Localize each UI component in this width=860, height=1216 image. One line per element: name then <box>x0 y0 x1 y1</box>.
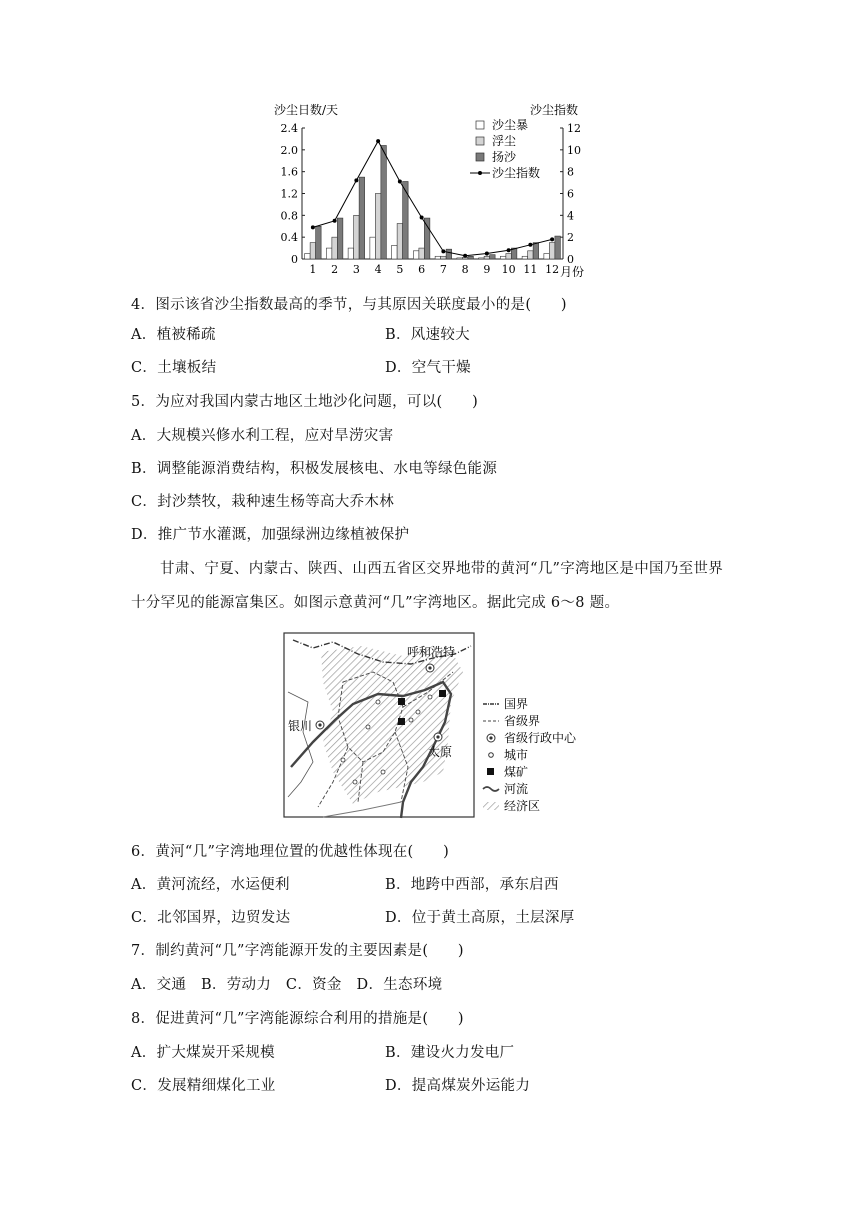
bar-浮尘 <box>354 215 360 259</box>
index-point <box>398 179 402 183</box>
chart-bars <box>305 145 561 259</box>
q4-option-c: C．土壤板结 <box>131 360 217 376</box>
q5-option-a: A．大规模兴修水利工程，应对旱涝灾害 <box>131 428 394 444</box>
bar-浮尘 <box>549 243 555 259</box>
provincial-capital-taiyuan <box>434 733 442 741</box>
q8-option-d: D．提高煤炭外运能力 <box>385 1078 531 1094</box>
legend-label: 沙尘暴 <box>492 118 529 132</box>
bar-沙尘暴 <box>544 254 550 259</box>
right-tick-label: 12 <box>567 122 581 135</box>
bar-扬沙 <box>381 145 387 259</box>
x-tick-label: 7 <box>439 263 447 276</box>
bar-沙尘暴 <box>500 256 506 259</box>
hohhot-label: 呼和浩特 <box>407 645 456 659</box>
bar-浮尘 <box>397 224 403 259</box>
right-axis-title: 沙尘指数 <box>530 103 579 117</box>
passage-line-2: 十分罕见的能源富集区。如图示意黄河“几”字湾地区。据此完成 6～8 题。 <box>131 595 620 611</box>
legend-swatch <box>476 137 484 145</box>
index-point <box>333 219 337 223</box>
bar-扬沙 <box>468 256 474 259</box>
legend-label: 扬沙 <box>492 150 517 164</box>
x-tick-label: 9 <box>483 263 491 276</box>
taiyuan-label: 太原 <box>428 745 453 759</box>
bar-沙尘暴 <box>326 248 332 259</box>
right-tick-label: 4 <box>567 209 574 223</box>
index-point <box>528 243 532 247</box>
x-tick-label: 4 <box>374 263 382 276</box>
bar-浮尘 <box>375 194 381 260</box>
left-tick-label: 2.0 <box>280 143 298 157</box>
x-tick-label: 8 <box>461 263 469 276</box>
index-point <box>311 225 315 229</box>
chart-line <box>311 139 554 258</box>
x-tick-label: 2 <box>331 263 339 276</box>
q6-option-a: A．黄河流经，水运便利 <box>131 877 290 893</box>
bar-扬沙 <box>316 226 322 259</box>
bar-沙尘暴 <box>479 258 485 259</box>
bar-沙尘暴 <box>413 251 419 259</box>
sand-dust-chart <box>268 98 598 278</box>
q8-option-c: C．发展精细煤化工业 <box>131 1078 276 1094</box>
provincial-capital-hohhot <box>426 664 434 672</box>
jiziwan-map <box>283 632 613 822</box>
bar-扬沙 <box>359 177 365 259</box>
bar-沙尘暴 <box>348 248 354 259</box>
right-tick-label: 0 <box>567 253 574 266</box>
legend-label: 沙尘指数 <box>492 166 541 180</box>
right-tick-label: 2 <box>567 231 574 245</box>
bar-沙尘暴 <box>522 256 528 259</box>
bar-浮尘 <box>484 256 490 259</box>
q7-options: A．交通 B．劳动力 C．资金 D．生态环境 <box>131 977 443 993</box>
index-point <box>550 237 554 241</box>
bar-沙尘暴 <box>392 245 398 259</box>
q4-option-b: B．风速较大 <box>385 327 470 343</box>
q6-stem: 6．黄河“几”字湾地理位置的优越性体现在( ) <box>131 844 450 860</box>
legend-economic-zone: 经济区 <box>504 799 541 813</box>
bar-浮尘 <box>506 254 512 259</box>
bar-扬沙 <box>424 218 430 259</box>
index-point <box>376 139 380 143</box>
legend-swatch <box>476 121 484 129</box>
right-tick-label: 10 <box>567 143 581 157</box>
x-tick-label: 1 <box>309 263 317 276</box>
left-axis-title: 沙尘日数/天 <box>274 103 339 117</box>
right-tick-label: 6 <box>567 187 574 201</box>
x-tick-label: 12 <box>545 263 560 276</box>
left-tick-label: 0 <box>291 253 298 266</box>
legend-provincial-border: 省级界 <box>504 714 541 728</box>
q5-option-b: B．调整能源消费结构，积极发展核电、水电等绿色能源 <box>131 461 498 477</box>
legend-provincial-capital: 省级行政中心 <box>504 731 577 745</box>
q7-stem: 7．制约黄河“几”字湾能源开发的主要因素是( ) <box>131 943 464 959</box>
map-legend <box>483 697 577 813</box>
q5-stem: 5．为应对我国内蒙古地区土地沙化问题，可以( ) <box>131 394 479 410</box>
bar-扬沙 <box>533 243 539 259</box>
q5-option-c: C．封沙禁牧，栽种速生杨等高大乔木林 <box>131 494 394 510</box>
bar-沙尘暴 <box>370 237 376 259</box>
q8-option-a: A．扩大煤炭开采规模 <box>131 1045 275 1061</box>
left-tick-label: 0.8 <box>280 209 298 223</box>
q4-option-d: D．空气干燥 <box>385 360 471 376</box>
x-axis-title: 月份 <box>560 265 585 278</box>
bar-沙尘暴 <box>435 256 441 259</box>
index-point <box>507 248 511 252</box>
legend-national-border: 国界 <box>504 697 529 711</box>
bar-扬沙 <box>555 236 561 259</box>
legend-river: 河流 <box>504 782 529 796</box>
left-tick-label: 0.4 <box>280 231 298 245</box>
q5-option-d: D．推广节水灌溉，加强绿洲边缘植被保护 <box>131 527 410 543</box>
left-tick-label: 1.6 <box>280 165 298 179</box>
index-line <box>313 141 552 256</box>
x-tick-label: 5 <box>396 263 404 276</box>
bar-浮尘 <box>441 256 447 259</box>
bar-浮尘 <box>419 248 425 259</box>
x-tick-label: 11 <box>523 263 538 276</box>
index-point <box>354 178 358 182</box>
x-tick-label: 10 <box>501 263 516 276</box>
q4-stem: 4．图示该省沙尘指数最高的季节，与其原因关联度最小的是( ) <box>131 297 567 313</box>
legend-coal-mine: 煤矿 <box>504 765 529 779</box>
left-tick-label: 1.2 <box>280 187 298 201</box>
q4-option-a: A．植被稀疏 <box>131 327 216 343</box>
bar-扬沙 <box>446 249 452 259</box>
x-tick-label: 3 <box>352 263 360 276</box>
legend-label: 浮尘 <box>492 134 517 148</box>
legend-swatch <box>476 153 484 161</box>
bar-浮尘 <box>310 243 316 259</box>
bar-扬沙 <box>337 218 343 259</box>
x-tick-label: 6 <box>418 263 426 276</box>
chart-legend <box>470 117 540 180</box>
yinchuan-label: 银川 <box>288 719 313 733</box>
provincial-capital-yinchuan <box>316 721 324 729</box>
bar-沙尘暴 <box>457 258 463 259</box>
passage-line-1: 甘肃、宁夏、内蒙古、陕西、山西五省区交界地带的黄河“几”字湾地区是中国乃至世界 <box>160 561 724 577</box>
index-point <box>485 252 489 256</box>
index-point <box>420 216 424 220</box>
bar-浮尘 <box>528 251 534 259</box>
q8-option-b: B．建设火力发电厂 <box>385 1045 515 1061</box>
left-tick-label: 2.4 <box>280 122 298 135</box>
legend-city: 城市 <box>504 748 529 762</box>
right-tick-label: 8 <box>567 165 574 179</box>
index-point <box>463 254 467 258</box>
q6-option-c: C．北邻国界，边贸发达 <box>131 910 291 926</box>
bar-扬沙 <box>490 255 496 259</box>
bar-浮尘 <box>332 237 338 259</box>
legend-dot <box>478 171 482 175</box>
q6-option-d: D．位于黄土高原，土层深厚 <box>385 910 575 926</box>
q6-option-b: B．地跨中西部，承东启西 <box>385 877 559 893</box>
q8-stem: 8．促进黄河“几”字湾能源综合利用的措施是( ) <box>131 1011 464 1027</box>
bar-沙尘暴 <box>305 254 311 259</box>
index-point <box>441 249 445 253</box>
